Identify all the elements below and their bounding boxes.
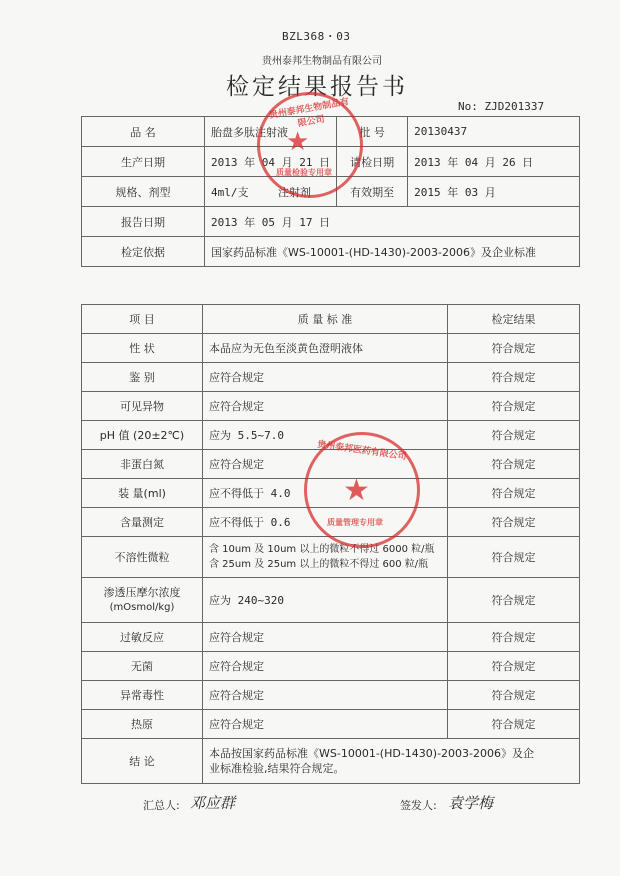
page-title: 检定结果报告书 xyxy=(226,74,408,100)
row-standard-line2: 含 25um 及 25um 以上的微粒不得过 600 粒/瓶 xyxy=(209,559,429,570)
row-result: 符合规定 xyxy=(448,652,580,681)
seal-star-icon: ★ xyxy=(286,127,310,157)
row-standard: 应符合规定 xyxy=(203,710,448,739)
row-result: 符合规定 xyxy=(448,334,580,363)
row-result: 符合规定 xyxy=(448,537,580,578)
pharma-seal-stamp xyxy=(304,432,420,548)
basis-value: 国家药品标准《WS-10001-(HD-1430)-2003-2006》及企业标准 xyxy=(205,237,580,267)
form-value: 注射剂 xyxy=(278,185,311,199)
row-standard: 应不得低于 4.0 xyxy=(203,479,448,508)
row-item: 鉴 别 xyxy=(82,363,203,392)
company-name: 贵州泰邦生物制品有限公司 xyxy=(262,56,382,67)
row-result: 符合规定 xyxy=(448,363,580,392)
row-result: 符合规定 xyxy=(448,392,580,421)
table-row xyxy=(82,363,580,392)
batch-label: 批 号 xyxy=(337,117,408,147)
row-item: 含量测定 xyxy=(82,508,203,537)
company-seal-stamp xyxy=(257,92,363,198)
row-standard: 应符合规定 xyxy=(203,623,448,652)
row-item: 装 量(ml) xyxy=(82,479,203,508)
row-item: 异常毒性 xyxy=(82,681,203,710)
row-standard: 应符合规定 xyxy=(203,681,448,710)
row-standard: 应符合规定 xyxy=(203,652,448,681)
row-item: 性 状 xyxy=(82,334,203,363)
compiler-signature: 邓应群 xyxy=(190,794,236,812)
row-standard: 应符合规定 xyxy=(203,392,448,421)
report-number xyxy=(458,100,544,113)
row-result: 符合规定 xyxy=(448,623,580,652)
conclusion-text xyxy=(203,739,580,784)
compiler-label: 汇总人: xyxy=(143,799,180,812)
row-item: 非蛋白氮 xyxy=(82,450,203,479)
row-result: 符合规定 xyxy=(448,421,580,450)
spec-label: 规格、剂型 xyxy=(82,177,205,207)
table-row xyxy=(82,334,580,363)
report-date-value: 2013 年 05 月 17 日 xyxy=(205,207,580,237)
row-standard xyxy=(203,537,448,578)
row-result: 符合规定 xyxy=(448,450,580,479)
row-result: 符合规定 xyxy=(448,681,580,710)
table-row xyxy=(82,623,580,652)
row-standard: 应不得低于 0.6 xyxy=(203,508,448,537)
row-item: pH 值 (20±2℃) xyxy=(82,421,203,450)
inspect-date-label: 请检日期 xyxy=(337,147,408,177)
table-row xyxy=(82,392,580,421)
row-standard: 应为 5.5~7.0 xyxy=(203,421,448,450)
header-item: 项 目 xyxy=(82,305,203,334)
results-table xyxy=(81,304,580,784)
seal-bottom-text: 质量检验专用章 xyxy=(276,168,332,177)
row-result: 符合规定 xyxy=(448,508,580,537)
conclusion-line2: 业标准检验,结果符合规定。 xyxy=(209,762,345,775)
mfg-date-value: 2013 年 04 月 21 日 xyxy=(205,147,337,177)
basis-label: 检定依据 xyxy=(82,237,205,267)
issuer-label: 签发人: xyxy=(400,799,437,812)
report-number-label: No: xyxy=(458,100,478,113)
report-number-value: ZJD201337 xyxy=(484,100,545,113)
seal-top-text: 贵州泰邦生物制品有限公司 xyxy=(268,97,350,130)
header-result: 检定结果 xyxy=(448,305,580,334)
row-item: 过敏反应 xyxy=(82,623,203,652)
batch-value: 20130437 xyxy=(408,117,580,147)
seal-top-text: 贵州泰邦医药有限公司 xyxy=(316,439,408,463)
row-item: 无菌 xyxy=(82,652,203,681)
inspect-date-value: 2013 年 04 月 26 日 xyxy=(408,147,580,177)
row-item: 可见异物 xyxy=(82,392,203,421)
row-item: 不溶性微粒 xyxy=(82,537,203,578)
report-date-label: 报告日期 xyxy=(82,207,205,237)
row-standard: 应符合规定 xyxy=(203,363,448,392)
expiry-value: 2015 年 03 月 xyxy=(408,177,580,207)
product-label: 品 名 xyxy=(82,117,205,147)
conclusion-label: 结 论 xyxy=(82,739,203,784)
table-row xyxy=(82,681,580,710)
row-result: 符合规定 xyxy=(448,479,580,508)
row-standard: 应为 240~320 xyxy=(203,578,448,623)
conclusion-row xyxy=(82,739,580,784)
row-item-line2: (mOsmol/kg) xyxy=(109,602,175,613)
table-row xyxy=(82,652,580,681)
table-row xyxy=(82,537,580,578)
table-row xyxy=(82,578,580,623)
issuer-signature: 袁学梅 xyxy=(448,794,494,812)
seal-star-icon: ★ xyxy=(343,473,370,508)
row-standard-line1: 含 10um 及 10um 以上的微粒不得过 6000 粒/瓶 xyxy=(209,544,435,555)
row-item-line1: 渗透压摩尔浓度 xyxy=(103,586,181,599)
row-standard: 本品应为无色至淡黄色澄明液体 xyxy=(203,334,448,363)
table-row xyxy=(82,710,580,739)
mfg-date-label: 生产日期 xyxy=(82,147,205,177)
expiry-label: 有效期至 xyxy=(337,177,408,207)
header-standard: 质 量 标 准 xyxy=(203,305,448,334)
product-value: 胎盘多肽注射液 xyxy=(205,117,337,147)
row-result: 符合规定 xyxy=(448,578,580,623)
row-result: 符合规定 xyxy=(448,710,580,739)
document-code: BZL368・03 xyxy=(282,30,351,43)
seal-bottom-text: 质量管理专用章 xyxy=(327,518,383,527)
conclusion-line1: 本品按国家药品标准《WS-10001-(HD-1430)-2003-2006》及企 xyxy=(209,747,535,760)
spec-value: 4ml/支 xyxy=(211,185,249,199)
row-standard: 应符合规定 xyxy=(203,450,448,479)
row-item xyxy=(82,578,203,623)
row-item: 热原 xyxy=(82,710,203,739)
